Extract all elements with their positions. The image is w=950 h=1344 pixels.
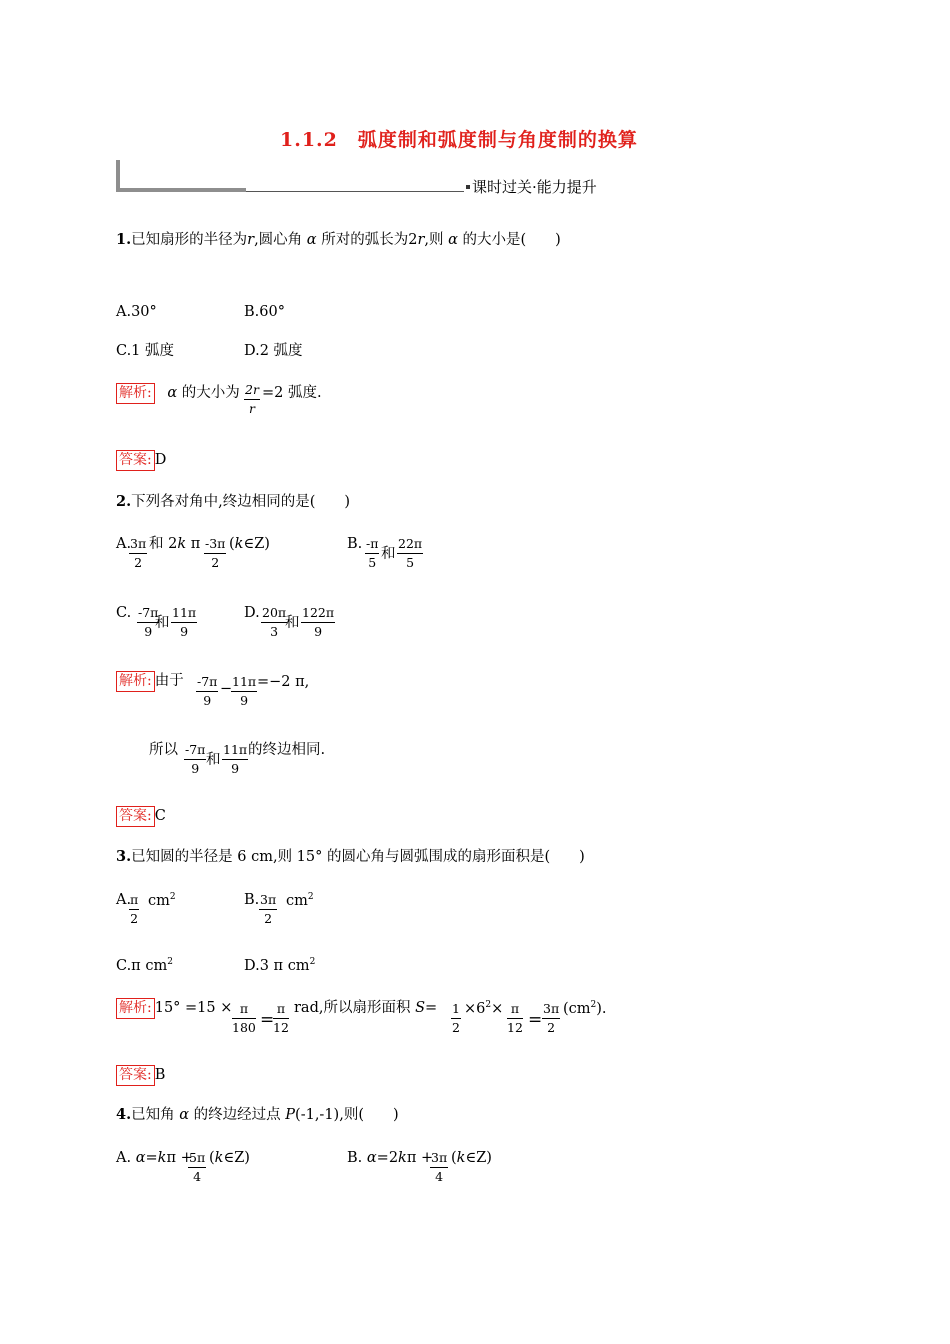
q3-stem: 3.已知圆的半径是 6 cm,则 15° 的圆心角与圆弧围成的扇形面积是( ) xyxy=(116,848,585,865)
q1-option-a: A.30° xyxy=(116,304,157,320)
q1-number: 1. xyxy=(116,231,132,248)
q1-stem: 1.已知扇形的半径为r,圆心角 α 所对的弧长为2r,则 α 的大小是( ) xyxy=(116,231,561,248)
q3-option-a-unit: $cm^2$ xyxy=(148,892,176,909)
q4-option-b: B. α=2kπ + xyxy=(347,1150,434,1166)
q2-number: 2. xyxy=(116,493,132,510)
q2-an-minus: − xyxy=(220,681,233,697)
q3-an-unit: $(cm^2)$. xyxy=(563,1000,607,1017)
q3-an-frac5: $\frac{3\pi}{2}$ xyxy=(543,1001,560,1035)
q1-answer: 答案: D xyxy=(116,453,166,468)
q3-answer: 答案: B xyxy=(116,1068,165,1083)
q2-so-frac1: $\frac{-7\pi}{9}$ xyxy=(185,742,206,776)
q4-option-a-tail: (k∈Z) xyxy=(209,1150,250,1166)
answer-tag: 答案: xyxy=(116,806,155,827)
q2-d-frac1: $\frac{20\pi}{3}$ xyxy=(262,605,287,639)
q1-fraction: $\frac{2r}{r}$ xyxy=(245,382,259,416)
answer-tag: 答案: xyxy=(116,1065,155,1086)
section-bullet-icon xyxy=(466,185,470,189)
q2-analysis: 解析: 由于 xyxy=(116,674,184,689)
q2-an-frac1: $\frac{-7\pi}{9}$ xyxy=(197,674,218,708)
q3-an-times: $\times 6^2\times$ xyxy=(464,1000,504,1017)
page-title: 1.1.2 弧度制和弧度制与角度制的换算 xyxy=(280,129,638,151)
q2-so-mid: 和 xyxy=(206,752,221,768)
q3-an-frac3: $\frac{1}{2}$ xyxy=(452,1001,460,1035)
q1-option-b: B.60° xyxy=(244,304,285,320)
q2-so-frac2: $\frac{11\pi}{9}$ xyxy=(223,742,248,776)
q2-b-frac1: $\frac{-\pi}{5}$ xyxy=(366,536,379,570)
q3-option-b-unit: $cm^2$ xyxy=(286,892,314,909)
q4-b-frac: $\frac{3\pi}{4}$ xyxy=(431,1150,448,1184)
q2-stem: 2.下列各对角中,终边相同的是( ) xyxy=(116,493,351,510)
analysis-tag: 解析: xyxy=(116,998,155,1019)
analysis-tag: 解析: xyxy=(116,671,155,692)
answer-tag: 答案: xyxy=(116,450,155,471)
q3-option-c: C.π $cm^2$ xyxy=(116,957,173,974)
q3-analysis: 解析: 15° =15 × xyxy=(116,1001,232,1016)
q1-analysis-result: =2 弧度. xyxy=(262,385,322,401)
q2-d-frac2: $\frac{122\pi}{9}$ xyxy=(302,605,335,639)
q2-an-frac2: $\frac{11\pi}{9}$ xyxy=(232,674,257,708)
q4-stem: 4.已知角 α 的终边经过点 P(-1,-1),则( ) xyxy=(116,1106,399,1123)
q2-option-a-mid: 和 2k π xyxy=(149,536,201,552)
q3-option-d: D.3 π $cm^2$ xyxy=(244,957,316,974)
q2-a-frac1: $\frac{3\pi}{2}$ xyxy=(130,536,147,570)
q2-option-b-prefix: B. xyxy=(347,536,363,552)
q3-b-frac: $\frac{3\pi}{2}$ xyxy=(260,892,277,926)
header-bracket-vertical xyxy=(116,160,120,190)
q2-option-a-prefix: A. xyxy=(116,536,132,552)
q3-a-frac: $\frac{\pi}{2}$ xyxy=(130,892,139,926)
q4-a-frac: $\frac{5\pi}{4}$ xyxy=(189,1150,206,1184)
q3-an-text: rad,所以扇形面积 S= xyxy=(294,1000,438,1016)
header-bracket-horizontal xyxy=(116,188,246,192)
q2-an-result: =−2 π, xyxy=(257,674,310,690)
q3-option-b-prefix: B. xyxy=(244,892,260,908)
q2-so: 所以 xyxy=(149,742,178,758)
q2-option-b-mid: 和 xyxy=(381,546,396,562)
q3-an-frac2: $\frac{\pi}{12}$ xyxy=(273,1001,289,1035)
q1-option-c: C.1 弧度 xyxy=(116,343,175,359)
q3-an-frac1: $\frac{\pi}{180}$ xyxy=(232,1001,256,1035)
q2-option-d-prefix: D. xyxy=(244,605,260,621)
section-label: 课时过关·能力提升 xyxy=(472,178,597,196)
q1-option-d: D.2 弧度 xyxy=(244,343,303,359)
q2-option-c-mid: 和 xyxy=(155,615,170,631)
q2-option-d-mid: 和 xyxy=(285,615,300,631)
q2-c-frac2: $\frac{11\pi}{9}$ xyxy=(172,605,197,639)
analysis-tag: 解析: xyxy=(116,383,155,404)
q4-option-b-tail: (k∈Z) xyxy=(451,1150,492,1166)
q2-c-frac1: $\frac{-7\pi}{9}$ xyxy=(138,605,159,639)
q3-an-eq1: = xyxy=(260,1010,275,1030)
q4-option-a: A. α=kπ + xyxy=(116,1150,193,1166)
q2-b-frac2: $\frac{22\pi}{5}$ xyxy=(398,536,423,570)
q2-option-c-prefix: C. xyxy=(116,605,132,621)
q1-analysis: 解析: α 的大小为 xyxy=(116,386,240,401)
q2-a-frac2: $\frac{-3\pi}{2}$ xyxy=(205,536,226,570)
q3-number: 3. xyxy=(116,848,132,865)
q2-so-tail: 的终边相同. xyxy=(248,742,326,758)
q2-option-a-tail: (k∈Z) xyxy=(229,536,270,552)
q4-number: 4. xyxy=(116,1106,132,1123)
q3-an-frac4: $\frac{\pi}{12}$ xyxy=(507,1001,523,1035)
q2-answer: 答案: C xyxy=(116,809,166,824)
q3-option-a-prefix: A. xyxy=(116,892,132,908)
q3-an-eq2: = xyxy=(528,1010,543,1030)
header-rule xyxy=(246,191,464,192)
